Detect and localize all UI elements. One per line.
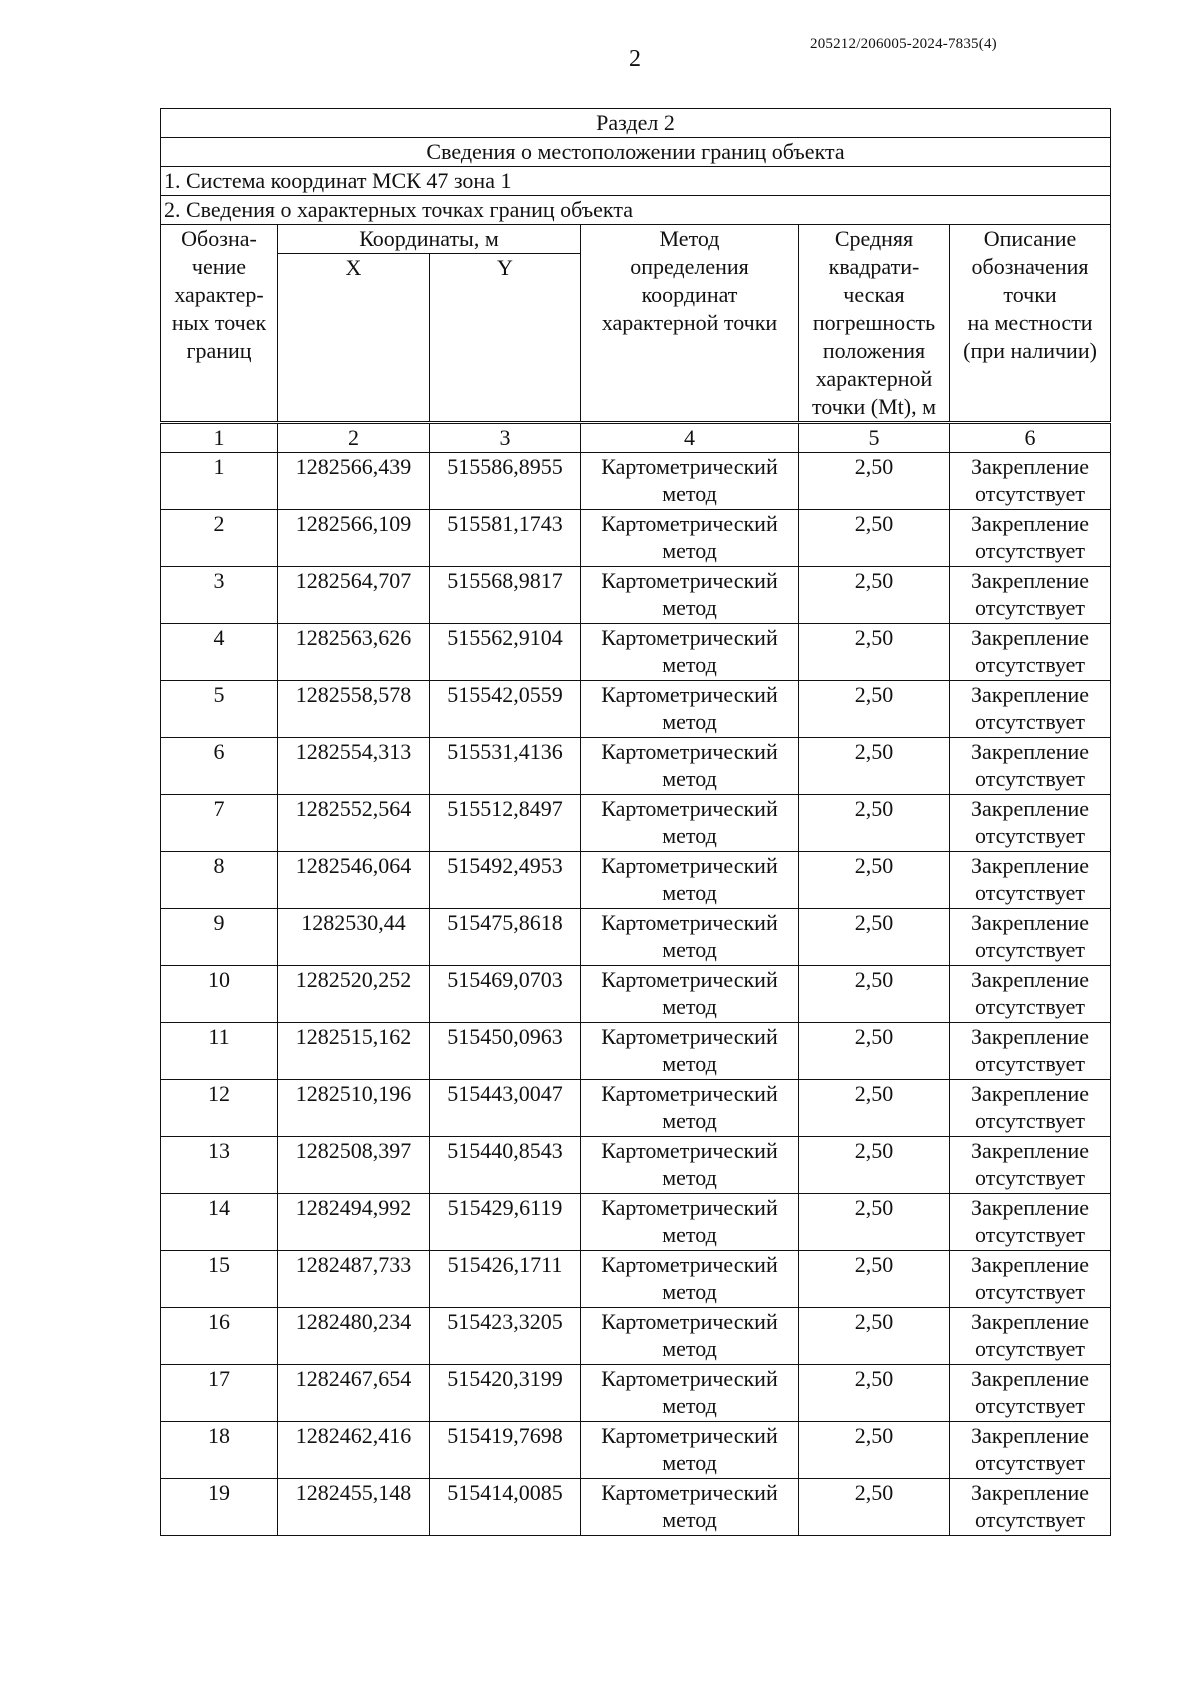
method-cell: Картометрический метод bbox=[581, 1194, 799, 1251]
column-number: 3 bbox=[430, 423, 581, 453]
method-cell: Картометрический метод bbox=[581, 738, 799, 795]
column-number: 6 bbox=[950, 423, 1111, 453]
method-cell: Картометрический метод bbox=[581, 1023, 799, 1080]
table-row bbox=[161, 1137, 1111, 1194]
method-cell: Картометрический метод bbox=[581, 966, 799, 1023]
point-id-cell: 9 bbox=[161, 909, 278, 966]
x-coordinate-cell: 1282494,992 bbox=[278, 1194, 430, 1251]
point-id-cell: 10 bbox=[161, 966, 278, 1023]
y-coordinate-cell: 515420,3199 bbox=[430, 1365, 581, 1422]
method-cell: Картометрический метод bbox=[581, 1479, 799, 1536]
x-coordinate-cell: 1282546,064 bbox=[278, 852, 430, 909]
error-cell: 2,50 bbox=[799, 1422, 950, 1479]
point-id-cell: 7 bbox=[161, 795, 278, 852]
error-cell: 2,50 bbox=[799, 1194, 950, 1251]
method-cell: Картометрический метод bbox=[581, 453, 799, 510]
point-id-cell: 16 bbox=[161, 1308, 278, 1365]
boundary-points-table bbox=[160, 108, 1111, 1536]
description-cell: Закрепление отсутствует bbox=[950, 795, 1111, 852]
y-coordinate-cell: 515419,7698 bbox=[430, 1422, 581, 1479]
description-cell: Закрепление отсутствует bbox=[950, 1080, 1111, 1137]
column-header-coordinates: Координаты, м bbox=[278, 225, 581, 254]
table-row bbox=[161, 453, 1111, 510]
error-cell: 2,50 bbox=[799, 1365, 950, 1422]
y-coordinate-cell: 515469,0703 bbox=[430, 966, 581, 1023]
document-id: 205212/206005-2024-7835(4) bbox=[810, 36, 997, 52]
method-cell: Картометрический метод bbox=[581, 852, 799, 909]
error-cell: 2,50 bbox=[799, 681, 950, 738]
x-coordinate-cell: 1282467,654 bbox=[278, 1365, 430, 1422]
y-coordinate-cell: 515531,4136 bbox=[430, 738, 581, 795]
column-number: 1 bbox=[161, 423, 278, 453]
point-id-cell: 8 bbox=[161, 852, 278, 909]
point-id-cell: 14 bbox=[161, 1194, 278, 1251]
x-coordinate-cell: 1282564,707 bbox=[278, 567, 430, 624]
y-coordinate-cell: 515581,1743 bbox=[430, 510, 581, 567]
error-cell: 2,50 bbox=[799, 795, 950, 852]
description-cell: Закрепление отсутствует bbox=[950, 1251, 1111, 1308]
y-coordinate-cell: 515512,8497 bbox=[430, 795, 581, 852]
point-id-cell: 18 bbox=[161, 1422, 278, 1479]
method-cell: Картометрический метод bbox=[581, 909, 799, 966]
x-coordinate-cell: 1282515,162 bbox=[278, 1023, 430, 1080]
y-coordinate-cell: 515423,3205 bbox=[430, 1308, 581, 1365]
error-cell: 2,50 bbox=[799, 1251, 950, 1308]
error-cell: 2,50 bbox=[799, 909, 950, 966]
x-coordinate-cell: 1282508,397 bbox=[278, 1137, 430, 1194]
error-cell: 2,50 bbox=[799, 1080, 950, 1137]
error-cell: 2,50 bbox=[799, 624, 950, 681]
y-coordinate-cell: 515492,4953 bbox=[430, 852, 581, 909]
y-coordinate-cell: 515414,0085 bbox=[430, 1479, 581, 1536]
description-cell: Закрепление отсутствует bbox=[950, 624, 1111, 681]
point-id-cell: 13 bbox=[161, 1137, 278, 1194]
description-cell: Закрепление отсутствует bbox=[950, 738, 1111, 795]
method-cell: Картометрический метод bbox=[581, 681, 799, 738]
x-coordinate-cell: 1282455,148 bbox=[278, 1479, 430, 1536]
y-coordinate-cell: 515443,0047 bbox=[430, 1080, 581, 1137]
page-number: 2 bbox=[629, 46, 641, 72]
section-title: Раздел 2 bbox=[161, 109, 1111, 138]
table-row bbox=[161, 738, 1111, 795]
point-id-cell: 12 bbox=[161, 1080, 278, 1137]
point-id-cell: 4 bbox=[161, 624, 278, 681]
y-coordinate-cell: 515426,1711 bbox=[430, 1251, 581, 1308]
x-coordinate-cell: 1282554,313 bbox=[278, 738, 430, 795]
error-cell: 2,50 bbox=[799, 510, 950, 567]
x-coordinate-cell: 1282552,564 bbox=[278, 795, 430, 852]
description-cell: Закрепление отсутствует bbox=[950, 909, 1111, 966]
description-cell: Закрепление отсутствует bbox=[950, 510, 1111, 567]
column-number: 5 bbox=[799, 423, 950, 453]
point-id-cell: 19 bbox=[161, 1479, 278, 1536]
description-cell: Закрепление отсутствует bbox=[950, 1365, 1111, 1422]
method-cell: Картометрический метод bbox=[581, 1422, 799, 1479]
table-row bbox=[161, 1251, 1111, 1308]
table-row bbox=[161, 1365, 1111, 1422]
column-header-designation: Обозна- чение характер- ных точек границ bbox=[161, 225, 278, 423]
point-id-cell: 15 bbox=[161, 1251, 278, 1308]
column-header-description: Описание обозначения точки на местности (при наличии) bbox=[950, 225, 1111, 423]
column-header-method: Метод определения координат характерной точки bbox=[581, 225, 799, 423]
x-coordinate-cell: 1282558,578 bbox=[278, 681, 430, 738]
y-coordinate-cell: 515450,0963 bbox=[430, 1023, 581, 1080]
method-cell: Картометрический метод bbox=[581, 1080, 799, 1137]
error-cell: 2,50 bbox=[799, 738, 950, 795]
description-cell: Закрепление отсутствует bbox=[950, 852, 1111, 909]
method-cell: Картометрический метод bbox=[581, 1251, 799, 1308]
point-id-cell: 1 bbox=[161, 453, 278, 510]
table-row bbox=[161, 510, 1111, 567]
x-coordinate-cell: 1282510,196 bbox=[278, 1080, 430, 1137]
method-cell: Картометрический метод bbox=[581, 1308, 799, 1365]
y-coordinate-cell: 515440,8543 bbox=[430, 1137, 581, 1194]
y-coordinate-cell: 515586,8955 bbox=[430, 453, 581, 510]
points-heading: 2. Сведения о характерных точках границ объекта bbox=[161, 196, 1111, 225]
table-row bbox=[161, 1479, 1111, 1536]
table-row bbox=[161, 909, 1111, 966]
point-id-cell: 6 bbox=[161, 738, 278, 795]
column-header-x: X bbox=[278, 254, 430, 423]
x-coordinate-cell: 1282520,252 bbox=[278, 966, 430, 1023]
y-coordinate-cell: 515429,6119 bbox=[430, 1194, 581, 1251]
x-coordinate-cell: 1282480,234 bbox=[278, 1308, 430, 1365]
error-cell: 2,50 bbox=[799, 1137, 950, 1194]
point-id-cell: 3 bbox=[161, 567, 278, 624]
x-coordinate-cell: 1282566,109 bbox=[278, 510, 430, 567]
method-cell: Картометрический метод bbox=[581, 510, 799, 567]
point-id-cell: 2 bbox=[161, 510, 278, 567]
table-row bbox=[161, 852, 1111, 909]
error-cell: 2,50 bbox=[799, 1308, 950, 1365]
description-cell: Закрепление отсутствует bbox=[950, 966, 1111, 1023]
method-cell: Картометрический метод bbox=[581, 624, 799, 681]
table-row bbox=[161, 624, 1111, 681]
description-cell: Закрепление отсутствует bbox=[950, 1194, 1111, 1251]
column-number: 2 bbox=[278, 423, 430, 453]
x-coordinate-cell: 1282566,439 bbox=[278, 453, 430, 510]
x-coordinate-cell: 1282530,44 bbox=[278, 909, 430, 966]
error-cell: 2,50 bbox=[799, 852, 950, 909]
point-id-cell: 5 bbox=[161, 681, 278, 738]
x-coordinate-cell: 1282462,416 bbox=[278, 1422, 430, 1479]
point-id-cell: 17 bbox=[161, 1365, 278, 1422]
method-cell: Картометрический метод bbox=[581, 795, 799, 852]
description-cell: Закрепление отсутствует bbox=[950, 1422, 1111, 1479]
y-coordinate-cell: 515542,0559 bbox=[430, 681, 581, 738]
error-cell: 2,50 bbox=[799, 966, 950, 1023]
method-cell: Картометрический метод bbox=[581, 1137, 799, 1194]
description-cell: Закрепление отсутствует bbox=[950, 567, 1111, 624]
table-row bbox=[161, 1308, 1111, 1365]
column-header-error: Средняя квадрати- ческая погрешность положения характерной точки (Mt), м bbox=[799, 225, 950, 423]
table-row bbox=[161, 795, 1111, 852]
description-cell: Закрепление отсутствует bbox=[950, 1023, 1111, 1080]
y-coordinate-cell: 515568,9817 bbox=[430, 567, 581, 624]
method-cell: Картометрический метод bbox=[581, 567, 799, 624]
point-id-cell: 11 bbox=[161, 1023, 278, 1080]
table-row bbox=[161, 681, 1111, 738]
description-cell: Закрепление отсутствует bbox=[950, 681, 1111, 738]
table-row bbox=[161, 1422, 1111, 1479]
error-cell: 2,50 bbox=[799, 567, 950, 624]
coordinate-system: 1. Система координат МСК 47 зона 1 bbox=[161, 167, 1111, 196]
table-row bbox=[161, 1194, 1111, 1251]
error-cell: 2,50 bbox=[799, 1479, 950, 1536]
column-header-y: Y bbox=[430, 254, 581, 423]
description-cell: Закрепление отсутствует bbox=[950, 1308, 1111, 1365]
y-coordinate-cell: 515475,8618 bbox=[430, 909, 581, 966]
table-row bbox=[161, 567, 1111, 624]
x-coordinate-cell: 1282563,626 bbox=[278, 624, 430, 681]
table-row bbox=[161, 966, 1111, 1023]
error-cell: 2,50 bbox=[799, 1023, 950, 1080]
error-cell: 2,50 bbox=[799, 453, 950, 510]
column-number: 4 bbox=[581, 423, 799, 453]
section-subtitle: Сведения о местоположении границ объекта bbox=[161, 138, 1111, 167]
y-coordinate-cell: 515562,9104 bbox=[430, 624, 581, 681]
method-cell: Картометрический метод bbox=[581, 1365, 799, 1422]
table-row bbox=[161, 1080, 1111, 1137]
table-row bbox=[161, 1023, 1111, 1080]
description-cell: Закрепление отсутствует bbox=[950, 1479, 1111, 1536]
description-cell: Закрепление отсутствует bbox=[950, 1137, 1111, 1194]
description-cell: Закрепление отсутствует bbox=[950, 453, 1111, 510]
x-coordinate-cell: 1282487,733 bbox=[278, 1251, 430, 1308]
